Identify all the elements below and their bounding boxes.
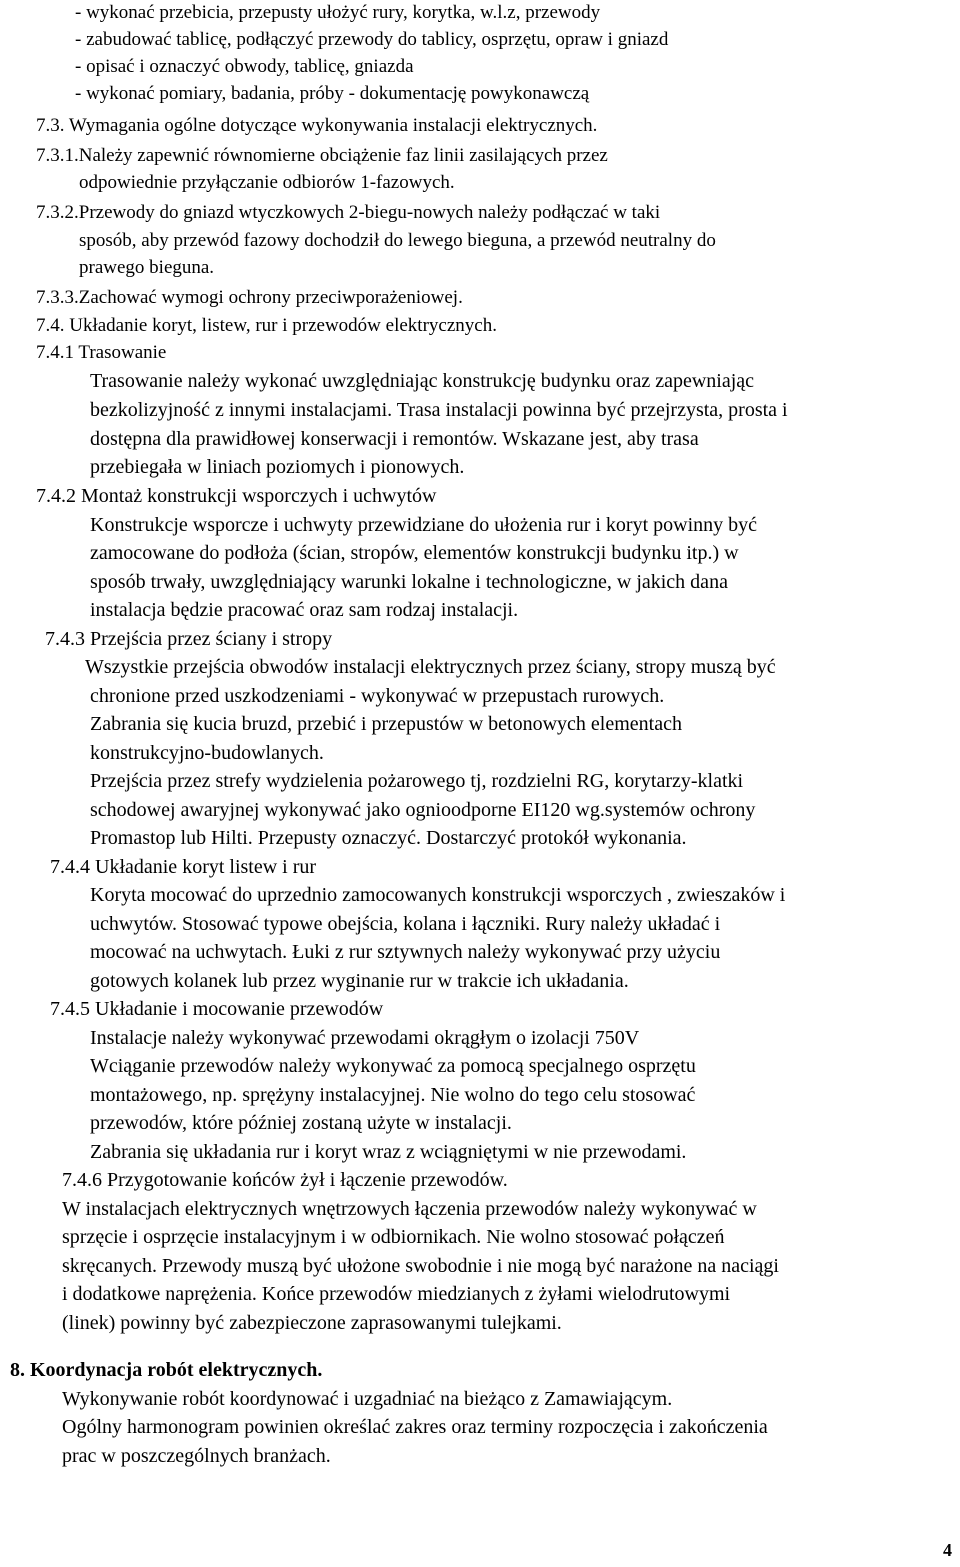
text-line: dostępna dla prawidłowej konserwacji i remontów. Wskazane jest, aby trasa [90,428,699,450]
text-line: prac w poszczególnych branżach. [62,1445,331,1467]
text-line: - zabudować tablicę, podłączyć przewody do tablicy, osprzętu, opraw i gniazd [75,29,669,50]
text-line: montażowego, np. sprężyny instalacyjnej. Nie wolno do tego celu stosować [90,1084,696,1106]
text-line: instalacja będzie pracować oraz sam rodzaj instalacji. [90,599,519,621]
text-line: Zabrania się kucia bruzd, przebić i przepustów w betonowych elementach [90,713,682,735]
text-line: Instalacje należy wykonywać przewodami okrągłym o izolacji 750V [90,1027,640,1049]
text-line: Wykonywanie robót koordynować i uzgadniać na bieżąco z Zamawiającym. [62,1388,673,1410]
text-line: konstrukcyjno-budowlanych. [90,742,324,764]
text-line: (linek) powinny być zabezpieczone zaprasowanymi tulejkami. [62,1312,562,1334]
text-line: sprzęcie i osprzęcie instalacyjnym i w odbiornikach. Nie wolno stosować połączeń [62,1226,725,1248]
text-line: Konstrukcje wsporcze i uchwyty przewidziane do ułożenia rur i koryt powinny być [90,514,758,536]
text-line: odpowiednie przyłączanie odbiorów 1-fazowych. [79,172,455,193]
text-line: 7.3.3.Zachować wymogi ochrony przeciwporażeniowej. [36,287,463,308]
text-line: skręcanych. Przewody muszą być ułożone swobodnie i nie mogą być narażone na naciągi [62,1255,779,1277]
text-line: sposób, aby przewód fazowy dochodził do lewego bieguna, a przewód neutralny do [79,230,716,251]
text-line: Zabrania się układania rur i koryt wraz z wciągniętymi w nie przewodami. [90,1141,687,1163]
text-line: chronione przed uszkodzeniami - wykonywać w przepustach rurowych. [90,685,665,707]
text-line: 7.3.1.Należy zapewnić równomierne obciążenie faz linii zasilających przez [36,145,608,166]
text-line: mocować na uchwytach. Łuki z rur sztywnych należy wykonywać przy użyciu [90,941,721,963]
text-line: Wciąganie przewodów należy wykonywać za pomocą specjalnego osprzętu [90,1055,696,1077]
text-line: Trasowanie należy wykonać uwzględniając konstrukcję budynku oraz zapewniając [90,370,755,392]
subsection-heading: 7.4.5 Układanie i mocowanie przewodów [50,998,384,1020]
chapter-heading: 8. Koordynacja robót elektrycznych. [10,1359,323,1381]
text-line: bezkolizyjność z innymi instalacjami. Trasa instalacji powinna być przejrzysta, prosta i [90,399,788,421]
text-line: W instalacjach elektrycznych wnętrzowych łączenia przewodów należy wykonywać w [62,1198,757,1220]
subsection-heading: 7.4.3 Przejścia przez ściany i stropy [45,628,333,650]
text-line: uchwytów. Stosować typowe obejścia, kolana i łączniki. Rury należy układać i [90,913,721,935]
section-heading: 7.4. Układanie koryt, listew, rur i przewodów elektrycznych. [36,315,497,336]
text-line: prawego bieguna. [79,257,215,278]
subsection-heading: 7.4.4 Układanie koryt listew i rur [50,856,317,878]
text-line: - wykonać przebicia, przepusty ułożyć rury, korytka, w.l.z, przewody [75,2,601,23]
text-line: przewodów, które później zostaną użyte w instalacji. [90,1112,512,1134]
text-line: - opisać i oznaczyć obwody, tablicę, gniazda [75,56,414,77]
subsection-heading: 7.4.6 Przygotowanie końców żył i łączenie przewodów. [62,1169,508,1191]
subsection-heading: 7.4.1 Trasowanie [36,342,167,363]
text-line: schodowej awaryjnej wykonywać jako ognioodporne EI120 wg.systemów ochrony [90,799,756,821]
text-line: Przejścia przez strefy wydzielenia pożarowego tj, rozdzielni RG, korytarzy-klatki [90,770,744,792]
subsection-heading: 7.4.2 Montaż konstrukcji wsporczych i uchwytów [36,485,437,507]
text-line: Ogólny harmonogram powinien określać zakres oraz terminy rozpoczęcia i zakończenia [62,1416,768,1438]
text-line: Promastop lub Hilti. Przepusty oznaczyć. Dostarczyć protokół wykonania. [90,827,687,849]
text-line: przebiegała w liniach poziomych i pionowych. [90,456,465,478]
text-line: sposób trwały, uwzględniający warunki lokalne i technologiczne, w jakich dana [90,571,728,593]
text-line: 7.3.2.Przewody do gniazd wtyczkowych 2-biegu-nowych należy podłączać w taki [36,202,661,223]
page-number: 4 [943,1540,952,1560]
text-line: zamocowane do podłoża (ścian, stropów, elementów konstrukcji budynku itp.) w [90,542,739,564]
text-line: gotowych kolanek lub przez wyginanie rur w trakcie ich układania. [90,970,629,992]
text-line: i dodatkowe naprężenia. Końce przewodów miedzianych z żyłami wielodrutowymi [62,1283,731,1305]
text-line: - wykonać pomiary, badania, próby - dokumentację powykonawczą [75,83,590,104]
text-line: Wszystkie przejścia obwodów instalacji elektrycznych przez ściany, stropy muszą być [85,656,776,678]
section-heading: 7.3. Wymagania ogólne dotyczące wykonywania instalacji elektrycznych. [36,115,598,136]
text-line: Koryta mocować do uprzednio zamocowanych konstrukcji wsporczych , zwieszaków i [90,884,786,906]
